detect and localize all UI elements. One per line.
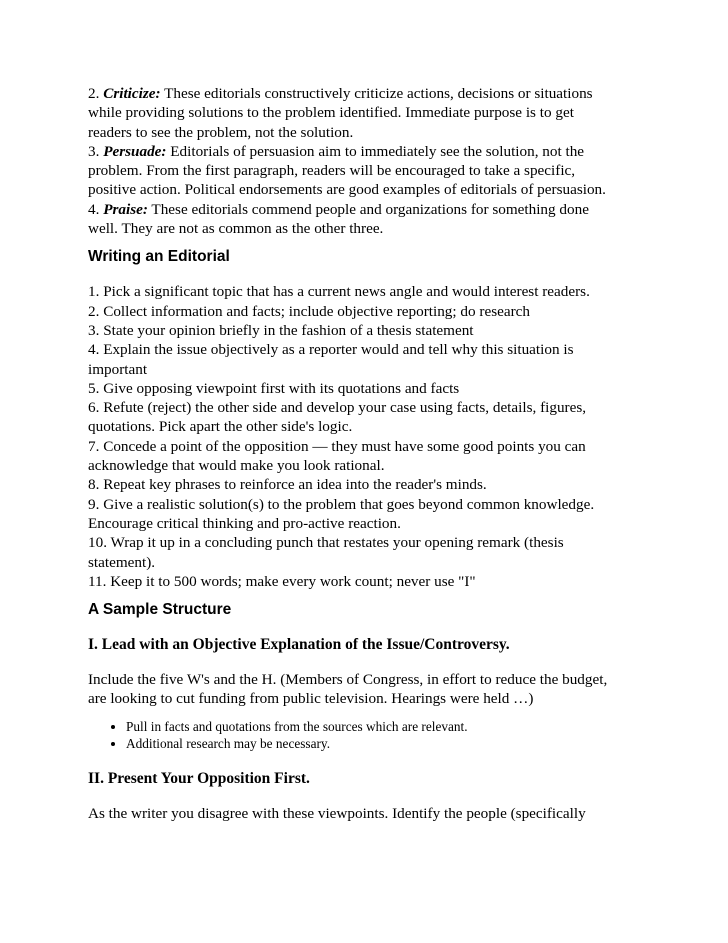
step-line: 10. Wrap it up in a concluding punch that restates your opening remark (thesis [88,534,564,552]
step-line: 4. Explain the issue objectively as a reporter would and tell why this situation is [88,341,574,359]
step-line: important [88,360,148,378]
step-line: 11. Keep it to 500 words; make every work count; never use "I" [88,572,476,590]
term-praise: Praise: [103,200,148,218]
step-line: quotations. Pick apart the other side's logic. [88,418,353,436]
step-line: Encourage critical thinking and pro-active reaction. [88,514,401,532]
section-2-title: II. Present Your Opposition First. [88,769,310,787]
step-line: 6. Refute (reject) the other side and develop your case using facts, details, figures, [88,399,587,417]
writing-steps [88,282,648,591]
type-persuade-line-2: problem. From the first paragraph, readers will be encouraged to take a specific, [88,162,576,180]
type-criticize-line-2: while providing solutions to the problem identified. Immediate purpose is to get [88,104,574,122]
step-line: 7. Concede a point of the opposition — they must have some good points you can [88,437,586,455]
step-line: 8. Repeat key phrases to reinforce an idea into the reader's minds. [88,476,487,494]
type-persuade-line-3: positive action. Political endorsements are good examples of editorials of persuasion. [88,181,606,199]
section-2-line: As the writer you disagree with these viewpoints. Identify the people (specifically [88,804,586,822]
step-line: 9. Give a realistic solution(s) to the problem that goes beyond common knowledge. [88,495,595,513]
step-line: statement). [88,553,156,571]
type-praise-line-2: well. They are not as common as the other three. [88,220,384,238]
bullet-item: • Pull in facts and quotations from the sources which are relevant. [126,718,648,736]
heading-sample-structure: A Sample Structure [88,601,232,619]
type-criticize-line-3: readers to see the problem, not the solution. [88,123,354,141]
section-1-line: are looking to cut funding from public television. Hearings were held …) [88,690,534,708]
term-persuade: Persuade: [103,142,167,160]
step-line: 1. Pick a significant topic that has a current news angle and would interest readers. [88,283,590,301]
editorial-types [88,84,648,238]
step-line: 3. State your opinion briefly in the fashion of a thesis statement [88,321,474,339]
section-1-title: I. Lead with an Objective Explanation of the Issue/Controversy. [88,636,510,654]
bullet-item: • Additional research may be necessary. [126,735,648,753]
type-persuade-line-1: 3. Persuade: Editorials of persuasion aim to immediately see the solution, not the [88,142,585,160]
step-line: 2. Collect information and facts; include objective reporting; do research [88,302,530,320]
document-page [88,84,648,823]
section-1-line: Include the five W's and the H. (Members of Congress, in effort to reduce the budget, [88,671,608,689]
step-line: 5. Give opposing viewpoint first with its quotations and facts [88,379,460,397]
term-criticize: Criticize: [103,85,161,102]
step-line: acknowledge that would make you look rational. [88,457,385,475]
type-criticize-line-1: 2. Criticize: These editorials constructively criticize actions, decisions or situations [88,85,593,102]
section-1-bullets [88,718,648,753]
heading-writing-editorial: Writing an Editorial [88,248,230,266]
type-praise-line-1: 4. Praise: These editorials commend people and organizations for something done [88,200,589,218]
